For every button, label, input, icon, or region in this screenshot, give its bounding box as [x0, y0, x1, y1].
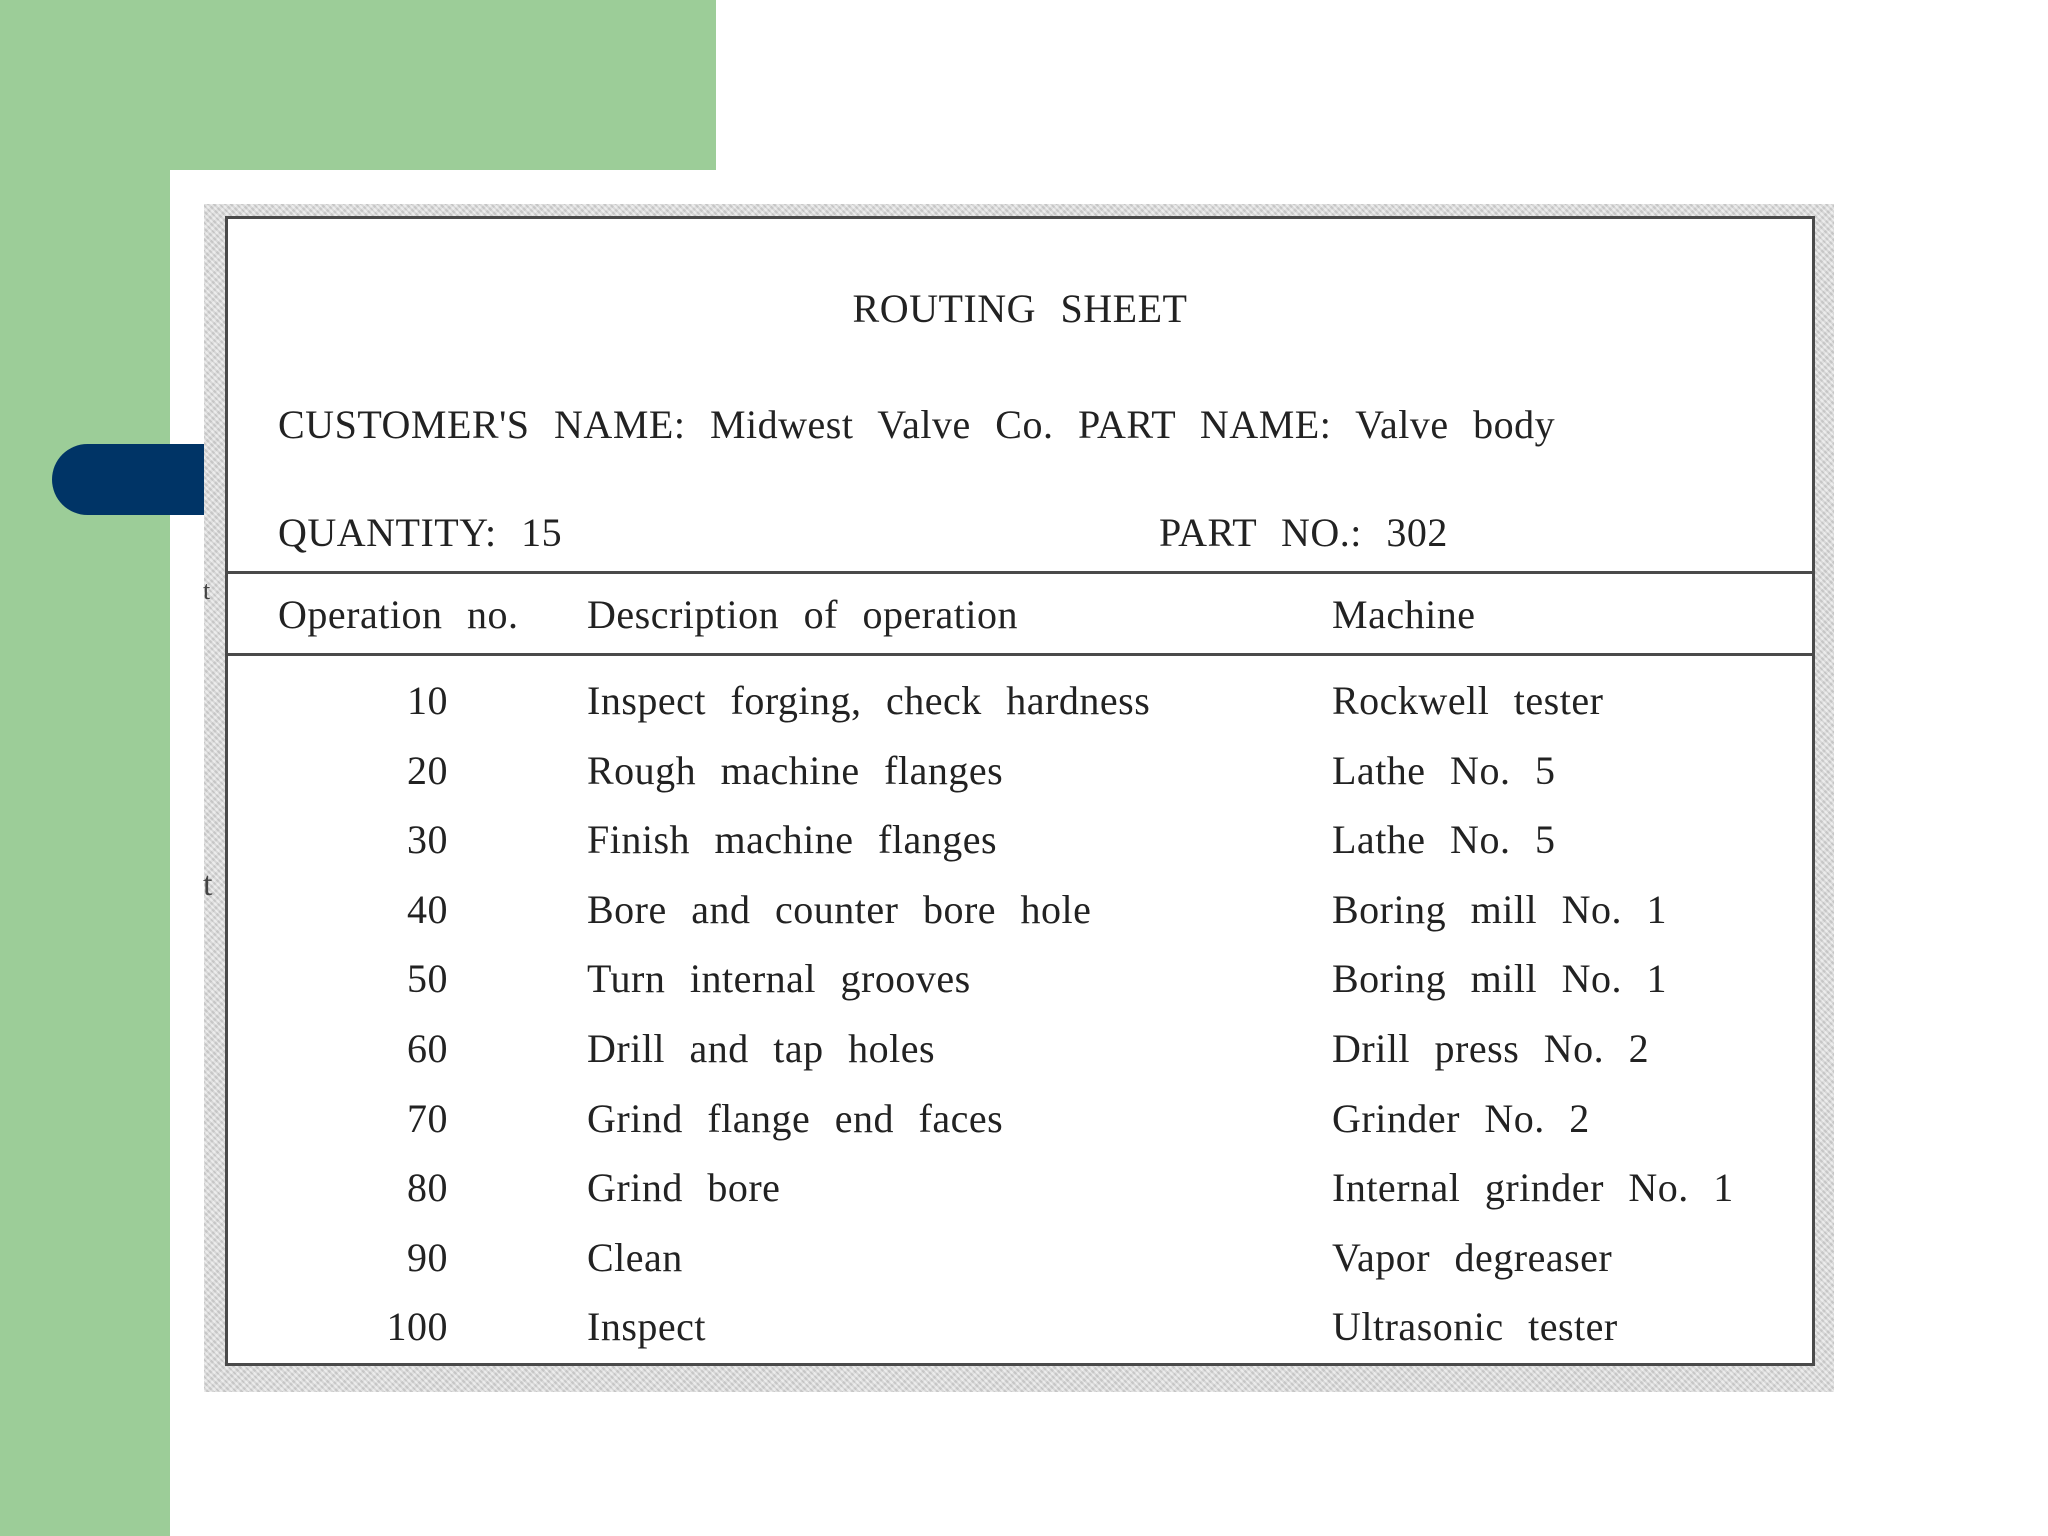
- customer-name-label: CUSTOMER'S NAME:: [278, 402, 686, 447]
- table-row: [228, 949, 1812, 1019]
- operation-number: 100: [386, 1304, 448, 1350]
- operation-number: 20: [407, 747, 448, 793]
- part-number-line: [1159, 509, 1448, 556]
- table-row: [228, 1297, 1812, 1367]
- table-row: [228, 1019, 1812, 1089]
- part-name-label: PART NAME:: [1077, 402, 1332, 447]
- quantity-label: QUANTITY:: [278, 510, 497, 555]
- customer-line: [278, 401, 1555, 448]
- operation-description: Finish machine flanges: [587, 817, 998, 863]
- table-row: [228, 1158, 1812, 1228]
- operation-description: Inspect forging, check hardness: [587, 678, 1151, 723]
- operation-description: Rough machine flanges: [587, 747, 1004, 793]
- quantity-line: [278, 509, 562, 556]
- header-bottom-rule: [228, 653, 1812, 656]
- operation-machine: Ultrasonic tester: [1332, 1304, 1618, 1350]
- operation-machine: Grinder No. 2: [1332, 1095, 1590, 1141]
- routing-sheet: [225, 216, 1815, 1366]
- operation-number: 80: [407, 1165, 448, 1211]
- part-number-value: 302: [1386, 510, 1448, 555]
- column-header-operation-no: Operation no.: [278, 592, 519, 637]
- operation-description: Drill and tap holes: [587, 1025, 936, 1071]
- operation-number: 90: [407, 1234, 448, 1280]
- operation-description: Grind bore: [587, 1165, 781, 1211]
- operation-description: Inspect: [587, 1304, 707, 1350]
- table-row: [228, 810, 1812, 880]
- operation-description: Bore and counter bore hole: [587, 886, 1092, 932]
- operation-machine: Internal grinder No. 1: [1332, 1165, 1734, 1211]
- part-name-value: Valve body: [1355, 402, 1556, 447]
- operation-machine: Boring mill No. 1: [1332, 886, 1667, 932]
- operation-number: 50: [407, 956, 448, 1002]
- operation-description: Clean: [587, 1234, 683, 1280]
- operation-number: 40: [407, 886, 448, 932]
- operation-machine: Vapor degreaser: [1332, 1234, 1613, 1280]
- table-row: [228, 880, 1812, 950]
- table-row: [228, 1089, 1812, 1159]
- operation-machine: Lathe No. 5: [1332, 817, 1556, 863]
- stray-mark-lower: t: [203, 866, 213, 903]
- operation-number: 60: [407, 1025, 448, 1071]
- customer-name-value: Midwest Valve Co.: [709, 402, 1054, 447]
- operations-table: [228, 671, 1812, 1367]
- quantity-value: 15: [521, 510, 563, 555]
- green-sidebar-bar: [0, 0, 170, 1536]
- operation-machine: Boring mill No. 1: [1332, 956, 1667, 1002]
- operation-description: Grind flange end faces: [587, 1095, 1004, 1141]
- operation-number: 70: [407, 1095, 448, 1141]
- operation-machine: Lathe No. 5: [1332, 747, 1556, 793]
- operation-machine: Drill press No. 2: [1332, 1025, 1650, 1071]
- column-header-description: Description of operation: [587, 592, 1018, 637]
- operation-machine: Rockwell tester: [1332, 678, 1604, 723]
- operation-description: Turn internal grooves: [587, 956, 971, 1002]
- operation-number: 10: [407, 678, 448, 723]
- table-row: [228, 671, 1812, 741]
- sheet-title: ROUTING SHEET: [852, 286, 1188, 331]
- table-row: [228, 741, 1812, 811]
- operation-number: 30: [407, 817, 448, 863]
- column-header-machine: Machine: [1332, 592, 1476, 637]
- stray-mark-upper: t: [203, 576, 211, 605]
- part-number-label: PART NO.:: [1159, 510, 1362, 555]
- table-row: [228, 1228, 1812, 1298]
- header-top-rule: [228, 571, 1812, 574]
